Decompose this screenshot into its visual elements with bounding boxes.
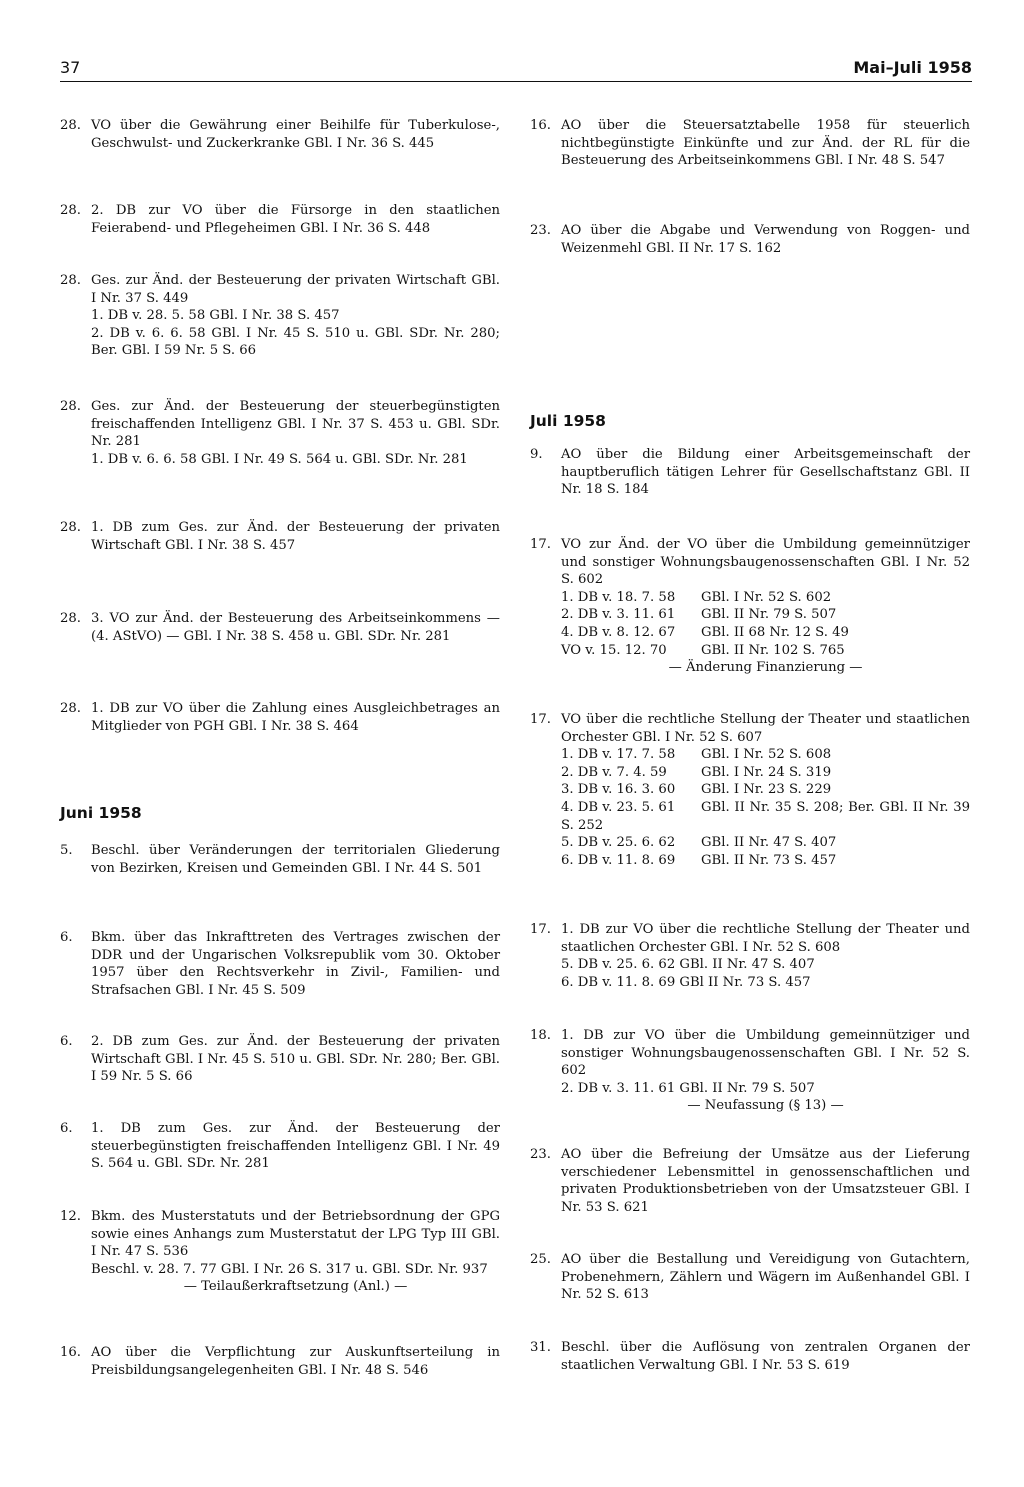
entry-text: 1. DB zur VO über die Umbildung gemeinnütziger und sonstiger Wohnungsbaugenossenschaften GBl. I Nr. 52 S. 602 bbox=[561, 1028, 970, 1079]
amendment-note: — Änderung Finanzierung — bbox=[668, 660, 863, 676]
date-range: Mai–Juli 1958 bbox=[853, 58, 972, 77]
entry-text: 1. DB zum Ges. zur Änd. der Besteuerung der steuerbegünstigten freischaffenden Intelligenz GBl. I Nr. 49 S. 564 u. GBl. SDr. Nr. 281 bbox=[91, 1121, 500, 1172]
amendment-note: — Neufassung (§ 13) — bbox=[687, 1098, 844, 1114]
entry-text: Bkm. des Musterstatuts und der Betriebsordnung der GPG sowie eines Anhangs zum Musterstatut der LPG Typ III GBl. I Nr. 47 S. 536 bbox=[91, 1209, 500, 1260]
amendment: 1. DB v. 6. 6. 58 GBl. I Nr. 49 S. 564 u. GBl. SDr. Nr. 281 bbox=[91, 451, 468, 467]
list-item bbox=[60, 1120, 500, 1173]
entry-text: 3. VO zur Änd. der Besteuerung des Arbeitseinkommens — (4. AStVO) — GBl. I Nr. 38 S. 458 u. GBl. SDr. Nr. 281 bbox=[91, 611, 500, 644]
entry-text: Bkm. über das Inkrafttreten des Vertrages zwischen der DDR und der Ungarischen Volksrepublik vom 30. Oktober 1957 über den Rechtsverkehr in Zivil-, Familien- und Strafsachen GBl. I Nr. 45 S. 509 bbox=[91, 930, 500, 998]
list-item bbox=[60, 1033, 500, 1086]
amendment-ref: VO v. 15. 12. 70 bbox=[561, 642, 667, 658]
page-number: 37 bbox=[60, 58, 81, 77]
amendment-row bbox=[561, 624, 970, 642]
amendment: 1. DB v. 28. 5. 58 GBl. I Nr. 38 S. 457 bbox=[91, 308, 340, 324]
list-item bbox=[530, 1251, 970, 1304]
list-item bbox=[530, 921, 970, 991]
amendment-row bbox=[561, 781, 970, 799]
amendment-source: GBl. I Nr. 52 S. 602 bbox=[701, 589, 832, 605]
list-item bbox=[530, 711, 970, 869]
amendment-ref: 3. DB v. 16. 3. 60 bbox=[561, 782, 676, 798]
amendment-source: GBl. II Nr. 73 S. 457 bbox=[701, 852, 837, 868]
amendment-ref: 1. DB v. 18. 7. 58 bbox=[561, 589, 676, 605]
list-item bbox=[60, 519, 500, 554]
section-heading-juli: Juli 1958 bbox=[530, 412, 606, 430]
amendment-row bbox=[561, 746, 970, 764]
amendment-row bbox=[561, 799, 970, 834]
amendment-ref: 2. DB v. 3. 11. 61 bbox=[561, 607, 676, 623]
entry-text: Ges. zur Änd. der Besteuerung der steuerbegünstigten freischaffenden Intelligenz GBl. I Nr. 37 S. 453 u. GBl. SDr. Nr. 281 bbox=[91, 399, 500, 450]
list-item bbox=[530, 536, 970, 677]
entry-text: AO über die Bildung einer Arbeitsgemeinschaft der hauptberuflich tätigen Lehrer für Gesellschaftstanz GBl. II Nr. 18 S. 184 bbox=[561, 447, 970, 498]
amendment: 2. DB v. 6. 6. 58 GBl. I Nr. 45 S. 510 u. GBl. SDr. Nr. 280; Ber. GBl. I 59 Nr. 5 S. 66 bbox=[91, 325, 500, 359]
entry-date: 12. bbox=[60, 1209, 81, 1224]
amendment-row bbox=[561, 852, 970, 870]
amendment-row bbox=[561, 764, 970, 782]
entry-text: AO über die Bestallung und Vereidigung von Gutachtern, Probenehmern, Zählern und Wägern im Außenhandel GBl. I Nr. 52 S. 613 bbox=[561, 1252, 970, 1303]
entry-text: VO über die rechtliche Stellung der Theater und staatlichen Orchester GBl. I Nr. 52 S. 607 bbox=[561, 712, 970, 745]
amendment-ref: 6. DB v. 11. 8. 69 bbox=[561, 852, 676, 868]
entry-date: 17. bbox=[530, 922, 551, 937]
entry-date: 6. bbox=[60, 1034, 73, 1049]
amendment-source: GBl. II Nr. 35 S. 208; Ber. GBl. II Nr. 39 S. 252 bbox=[561, 799, 970, 833]
entry-date: 18. bbox=[530, 1028, 551, 1043]
amendment-ref: 2. DB v. 7. 4. 59 bbox=[561, 764, 667, 780]
header-rule bbox=[60, 81, 972, 82]
entry-date: 28. bbox=[60, 203, 81, 218]
entry-text: AO über die Befreiung der Umsätze aus der Lieferung verschiedener Lebensmittel in genossenschaftlichen und privaten Produktionsbetrieben von der Umsatzsteuer GBl. I Nr. 53 S. 621 bbox=[561, 1147, 970, 1215]
entry-text: VO zur Änd. der VO über die Umbildung gemeinnütziger und sonstiger Wohnungsbaugenossenschaften GBl. I Nr. 52 S. 602 bbox=[561, 537, 970, 588]
amendment: Beschl. v. 28. 7. 77 GBl. I Nr. 26 S. 317 u. GBl. SDr. Nr. 937 bbox=[91, 1261, 488, 1277]
entry-text: AO über die Verpflichtung zur Auskunftserteilung in Preisbildungsangelegenheiten GBl. I Nr. 48 S. 546 bbox=[91, 1345, 500, 1378]
entry-text: AO über die Steuersatztabelle 1958 für steuerlich nichtbegünstigte Einkünfte und zur Änd. der RL für die Besteuerung des Arbeitseinkommens GBl. I Nr. 48 S. 547 bbox=[561, 118, 970, 169]
amendment-source: GBl. II Nr. 47 S. 407 bbox=[701, 835, 837, 851]
entry-text: Beschl. über die Auflösung von zentralen Organen der staatlichen Verwaltung GBl. I Nr. 53 S. 619 bbox=[561, 1340, 970, 1373]
list-item bbox=[60, 117, 500, 152]
entry-text: 1. DB zur VO über die rechtliche Stellung der Theater und staatlichen Orchester GBl. I Nr. 52 S. 608 bbox=[561, 922, 970, 955]
entry-date: 6. bbox=[60, 930, 73, 945]
list-item bbox=[530, 1339, 970, 1374]
list-item bbox=[60, 610, 500, 645]
amendment-row bbox=[561, 642, 970, 660]
entry-text: 2. DB zur VO über die Fürsorge in den staatlichen Feierabend- und Pflegeheimen GBl. I Nr. 36 S. 448 bbox=[91, 203, 500, 236]
list-item bbox=[530, 222, 970, 257]
entry-date: 25. bbox=[530, 1252, 551, 1267]
list-item bbox=[60, 1208, 500, 1296]
amendment: 6. DB v. 11. 8. 69 GBl II Nr. 73 S. 457 bbox=[561, 974, 811, 990]
list-item bbox=[60, 842, 500, 877]
list-item bbox=[60, 700, 500, 735]
entry-text: Beschl. über Veränderungen der territorialen Gliederung von Bezirken, Kreisen und Gemeinden GBl. I Nr. 44 S. 501 bbox=[91, 843, 500, 876]
entry-date: 9. bbox=[530, 447, 543, 462]
amendment-row bbox=[561, 589, 970, 607]
entry-text: AO über die Abgabe und Verwendung von Roggen- und Weizenmehl GBl. II Nr. 17 S. 162 bbox=[561, 223, 970, 256]
amendment-source: GBl. I Nr. 23 S. 229 bbox=[701, 782, 832, 798]
amendment-source: GBl. I Nr. 52 S. 608 bbox=[701, 747, 832, 763]
amendment-source: GBl. II Nr. 102 S. 765 bbox=[701, 642, 845, 658]
entry-text: 1. DB zum Ges. zur Änd. der Besteuerung der privaten Wirtschaft GBl. I Nr. 38 S. 457 bbox=[91, 520, 500, 553]
amendment-ref: 1. DB v. 17. 7. 58 bbox=[561, 747, 676, 763]
list-item bbox=[60, 272, 500, 360]
list-item bbox=[530, 117, 970, 170]
list-item bbox=[530, 1146, 970, 1216]
amendment-source: GBl. II 68 Nr. 12 S. 49 bbox=[701, 624, 849, 640]
section-heading-juni: Juni 1958 bbox=[60, 804, 142, 822]
list-item bbox=[60, 1344, 500, 1379]
entry-date: 28. bbox=[60, 701, 81, 716]
entry-date: 28. bbox=[60, 273, 81, 288]
entry-date: 6. bbox=[60, 1121, 73, 1136]
entry-date: 23. bbox=[530, 1147, 551, 1162]
amendment: 2. DB v. 3. 11. 61 GBl. II Nr. 79 S. 507 bbox=[561, 1080, 815, 1096]
amendment-row bbox=[561, 834, 970, 852]
amendment-source: GBl. II Nr. 79 S. 507 bbox=[701, 607, 837, 623]
entry-text: 1. DB zur VO über die Zahlung eines Ausgleichbetrages an Mitglieder von PGH GBl. I Nr. 38 S. 464 bbox=[91, 701, 500, 734]
list-item bbox=[60, 398, 500, 468]
entry-date: 16. bbox=[60, 1345, 81, 1360]
entry-date: 5. bbox=[60, 843, 73, 858]
list-item bbox=[60, 202, 500, 237]
list-item bbox=[530, 446, 970, 499]
entry-date: 17. bbox=[530, 537, 551, 552]
entry-date: 28. bbox=[60, 520, 81, 535]
entry-date: 28. bbox=[60, 611, 81, 626]
list-item bbox=[60, 929, 500, 999]
entry-date: 28. bbox=[60, 399, 81, 414]
entry-date: 23. bbox=[530, 223, 551, 238]
amendment-row bbox=[561, 606, 970, 624]
amendment-ref: 5. DB v. 25. 6. 62 bbox=[561, 835, 676, 851]
entry-date: 28. bbox=[60, 118, 81, 133]
entry-text: Ges. zur Änd. der Besteuerung der privaten Wirtschaft GBl. I Nr. 37 S. 449 bbox=[91, 273, 500, 306]
list-item bbox=[530, 1027, 970, 1115]
amendment: 5. DB v. 25. 6. 62 GBl. II Nr. 47 S. 407 bbox=[561, 957, 815, 973]
amendment-source: GBl. I Nr. 24 S. 319 bbox=[701, 764, 832, 780]
entry-date: 16. bbox=[530, 118, 551, 133]
entry-date: 17. bbox=[530, 712, 551, 727]
entry-date: 31. bbox=[530, 1340, 551, 1355]
entry-text: VO über die Gewährung einer Beihilfe für Tuberkulose-, Geschwulst- und Zuckerkranke GBl. I Nr. 36 S. 445 bbox=[91, 118, 500, 151]
entry-text: 2. DB zum Ges. zur Änd. der Besteuerung der privaten Wirtschaft GBl. I Nr. 45 S. 510 u. GBl. SDr. Nr. 280; Ber. GBl. I 59 Nr. 5 S. 66 bbox=[91, 1034, 500, 1085]
amendment-note: — Teilaußerkraftsetzung (Anl.) — bbox=[183, 1279, 408, 1295]
amendment-ref: 4. DB v. 23. 5. 61 bbox=[561, 799, 676, 815]
amendment-ref: 4. DB v. 8. 12. 67 bbox=[561, 624, 676, 640]
